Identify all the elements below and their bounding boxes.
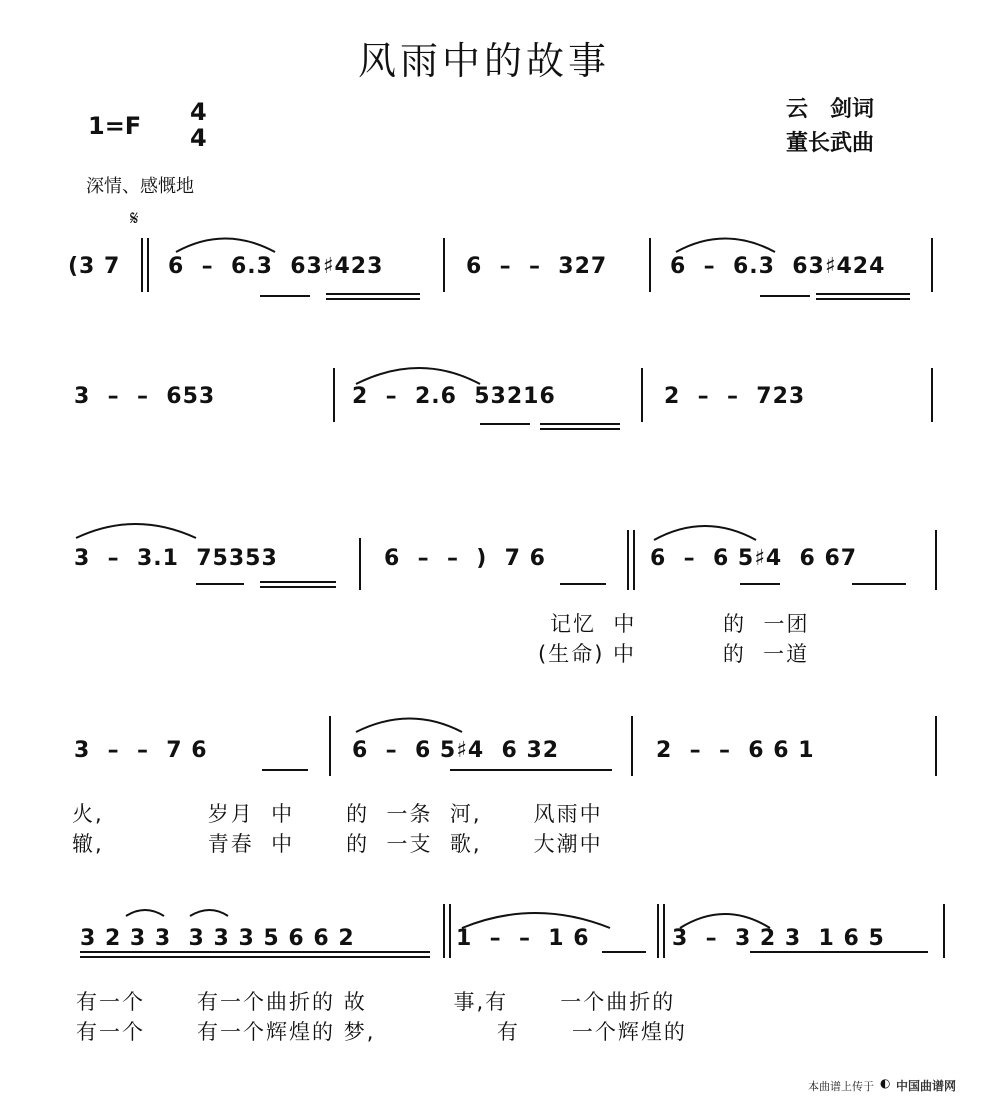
row4-lyric1: 火, 岁月 中 的 一条 河, 风雨中: [72, 802, 603, 826]
row3-lyric2: (生命) 中 的 一道: [538, 642, 810, 666]
row3-measure2: 6 – – ) 7 6: [384, 546, 546, 571]
footer-upload-note: 本曲谱上传于: [808, 1080, 874, 1093]
row4-lyric2: 辙, 青春 中 的 一支 歌, 大潮中: [72, 832, 603, 856]
row5-lyric2: 有一个 有一个辉煌的 梦, 有 一个辉煌的: [76, 1020, 687, 1044]
composer-credit: 董长武曲: [786, 131, 875, 156]
row2-measure3: 2 – – 723: [664, 384, 806, 409]
row4-measure1: 3 – – 7 6: [74, 738, 208, 763]
row5-lyric1: 有一个 有一个曲折的 故 事,有 一个曲折的: [76, 990, 676, 1014]
row4-measure2: 6 – 6 5♯4 6 32: [352, 738, 560, 763]
row3-lyric1: 记忆 中 的 一团: [550, 612, 810, 636]
time-signature-bottom: 4: [190, 124, 207, 152]
row1-measure2: 6 – – 327: [466, 254, 608, 279]
row3-measure1: 3 – 3.1 75353: [74, 546, 278, 571]
row2-measure1: 3 – – 653: [74, 384, 216, 409]
row2-measure2: 2 – 2.6 53216: [352, 384, 556, 409]
lyricist-credit: 云 剑词: [786, 97, 875, 122]
site-logo-icon: ◐: [880, 1076, 891, 1090]
row1-measure1: 6 – 6.3 63♯423: [168, 254, 384, 279]
key-signature: 1=F: [88, 112, 142, 140]
segno-sign: 𝄋: [130, 206, 139, 230]
row5-measure1: 3 2 3 3 3 3 3 5 6 6 2: [80, 926, 355, 951]
time-signature-top: 4: [190, 98, 207, 126]
song-title: 风雨中的故事: [358, 39, 611, 83]
row5-measure2: 1 – – 1 6: [456, 926, 590, 951]
site-logo-text: 中国曲谱网: [896, 1079, 957, 1093]
row5-measure3: 3 – 3 2 3 1 6 5: [672, 926, 885, 951]
row1-measure3: 6 – 6.3 63♯424: [670, 254, 886, 279]
row4-measure3: 2 – – 6 6 1: [656, 738, 815, 763]
row1-lead: (3 7: [68, 254, 121, 279]
tempo-marking: 深情、感慨地: [86, 176, 194, 197]
row3-measure3: 6 – 6 5♯4 6 67: [650, 546, 858, 571]
